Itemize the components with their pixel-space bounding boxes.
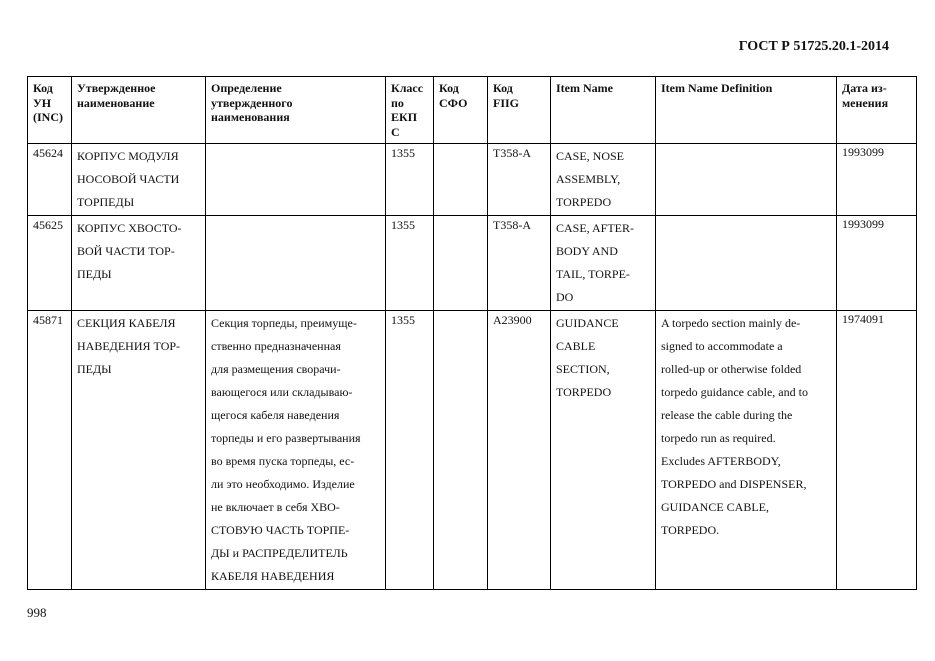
cell-class: 1355: [386, 144, 434, 216]
cell-approved-name: КОРПУС ХВОСТО- ВОЙ ЧАСТИ ТОР- ПЕДЫ: [72, 216, 206, 311]
cell-item-name-definition: [656, 216, 837, 311]
column-header-code: Код УН (INC): [28, 77, 72, 144]
cell-approved-name: КОРПУС МОДУЛЯ НОСОВОЙ ЧАСТИ ТОРПЕДЫ: [72, 144, 206, 216]
cell-sfo: [434, 144, 488, 216]
column-header-change-date: Дата из- менения: [837, 77, 917, 144]
cell-item-name: CASE, NOSE ASSEMBLY, TORPEDO: [551, 144, 656, 216]
cell-definition: [206, 144, 386, 216]
page-number: 998: [27, 605, 47, 620]
cell-item-name: CASE, AFTER- BODY AND TAIL, TORPE- DO: [551, 216, 656, 311]
cell-definition: [206, 216, 386, 311]
cell-item-name-definition: [656, 144, 837, 216]
cell-fiig: T358-A: [488, 144, 551, 216]
cell-sfo: [434, 311, 488, 590]
cell-change-date: 1993099: [837, 144, 917, 216]
table-row: [28, 311, 917, 590]
cell-item-name: GUIDANCE CABLE SECTION, TORPEDO: [551, 311, 656, 590]
cell-fiig: T358-A: [488, 216, 551, 311]
document-standard-number: ГОСТ Р 51725.20.1-2014: [738, 39, 889, 54]
table-row: [28, 216, 917, 311]
cell-definition: Секция торпеды, преимуще- ственно предназначенная для размещения сворачи- вающегося или складываю- щегося кабеля наведения торпеды и его развертывания во время пуска торпеды, ес- ли это необходимо. Изделие не включает в себя ХВО- СТОВУЮ ЧАСТЬ ТОРПЕ- ДЫ и РАСПРЕДЕЛИТЕЛЬ КАБЕЛЯ НАВЕДЕНИЯ: [206, 311, 386, 590]
column-header-item-name: Item Name: [551, 77, 656, 144]
table-header-row: [28, 77, 917, 144]
cell-change-date: 1974091: [837, 311, 917, 590]
column-header-item-name-definition: Item Name Definition: [656, 77, 837, 144]
cell-class: 1355: [386, 216, 434, 311]
item-names-table: [27, 76, 917, 590]
column-header-approved-name: Утвержденное наименование: [72, 77, 206, 144]
table-row: [28, 144, 917, 216]
column-header-fiig: Код FIIG: [488, 77, 551, 144]
cell-change-date: 1993099: [837, 216, 917, 311]
cell-approved-name: СЕКЦИЯ КАБЕЛЯ НАВЕДЕНИЯ ТОР- ПЕДЫ: [72, 311, 206, 590]
cell-fiig: A23900: [488, 311, 551, 590]
cell-item-name-definition: A torpedo section mainly de- signed to accommodate a rolled-up or otherwise folded torpedo guidance cable, and to release the cable during the torpedo run as required. Excludes AFTERBODY, TORPEDO and DISPENSER, GUIDANCE CABLE, TORPEDO.: [656, 311, 837, 590]
cell-code: 45624: [28, 144, 72, 216]
column-header-sfo: Код СФО: [434, 77, 488, 144]
cell-sfo: [434, 216, 488, 311]
cell-code: 45871: [28, 311, 72, 590]
cell-code: 45625: [28, 216, 72, 311]
column-header-class: Класс по ЕКП С: [386, 77, 434, 144]
cell-class: 1355: [386, 311, 434, 590]
column-header-definition: Определение утвержденного наименования: [206, 77, 386, 144]
